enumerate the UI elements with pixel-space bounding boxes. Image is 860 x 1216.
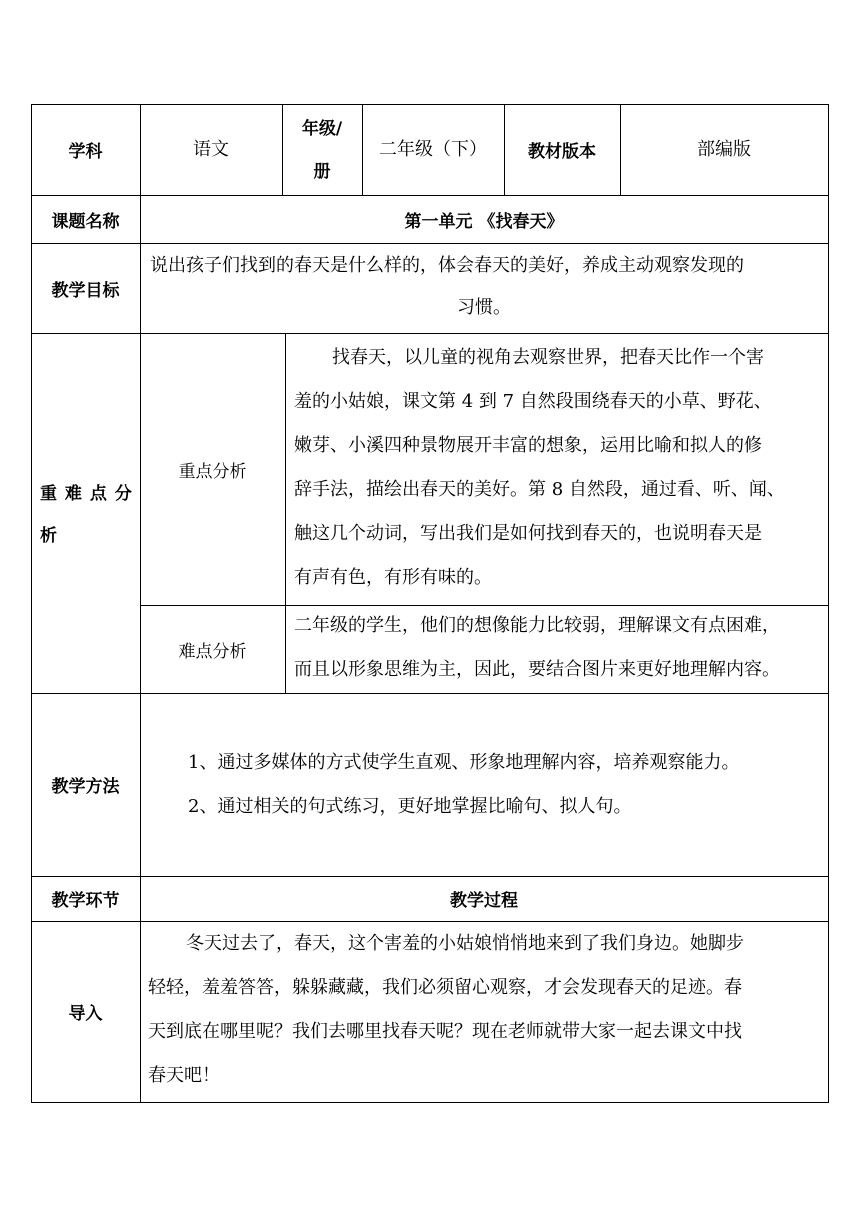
stage-label: 教学环节 <box>51 891 120 911</box>
analysis-label-line1: 重 难 点 分 <box>40 484 133 504</box>
goal-line: 习惯。 <box>457 297 511 318</box>
grade-label-line2: 册 <box>313 162 331 182</box>
intro-line: 轻轻，羞羞答答，躲躲藏藏，我们必须留心观察，才会发现春天的足迹。春 <box>148 977 742 998</box>
key-line: 有声有色，有形有味的。 <box>294 567 492 588</box>
key-line: 触这几个动词，写出我们是如何找到春天的，也说明春天是 <box>294 523 762 544</box>
edition-label: 教材版本 <box>528 142 596 162</box>
intro-label: 导入 <box>68 1004 103 1024</box>
topic-label: 课题名称 <box>51 211 120 232</box>
subject-label: 学科 <box>68 142 103 162</box>
key-line: 嫩芽、小溪四种景物展开丰富的想象，运用比喻和拟人的修 <box>294 435 762 456</box>
intro-line: 春天吧！ <box>148 1065 220 1086</box>
intro-line: 冬天过去了，春天，这个害羞的小姑娘悄悄地来到了我们身边。她脚步 <box>186 933 744 954</box>
difficulty-label: 难点分析 <box>178 641 247 662</box>
difficulty-line: 二年级的学生，他们的想像能力比较弱，理解课文有点困难， <box>294 615 780 636</box>
goal-label: 教学目标 <box>51 280 120 301</box>
analysis-label-line2: 析 <box>40 526 57 546</box>
method-line: 1、通过多媒体的方式使学生直观、形象地理解内容，培养观察能力。 <box>188 752 740 773</box>
intro-line: 天到底在哪里呢？我们去哪里找春天呢？现在老师就带大家一起去课文中找 <box>148 1021 742 1042</box>
difficulty-line: 而且以形象思维为主，因此，要结合图片来更好地理解内容。 <box>294 659 780 680</box>
method-label: 教学方法 <box>51 777 120 797</box>
key-line: 辞手法，描绘出春天的美好。第 8 自然段，通过看、听、闻、 <box>294 479 785 500</box>
process-label: 教学过程 <box>450 891 518 911</box>
key-line: 羞的小姑娘，课文第 4 到 7 自然段围绕春天的小草、野花、 <box>294 391 772 412</box>
goal-line: 说出孩子们找到的春天是什么样的，体会春天的美好，养成主动观察发现的 <box>150 255 744 276</box>
table-border-right <box>828 104 829 1103</box>
table-rule <box>31 243 829 244</box>
subject-value: 语文 <box>193 138 229 160</box>
table-rule <box>285 333 286 694</box>
key-line: 找春天，以儿童的视角去观察世界，把春天比作一个害 <box>332 347 764 368</box>
table-rule <box>31 693 829 694</box>
table-border-bottom <box>31 1102 829 1103</box>
grade-value: 二年级（下） <box>379 138 487 160</box>
grade-label-line1: 年级/ <box>301 119 343 139</box>
table-rule <box>31 921 829 922</box>
edition-value: 部编版 <box>697 138 751 160</box>
method-line: 2、通过相关的句式练习，更好地掌握比喻句、拟人句。 <box>188 796 632 817</box>
key-label: 重点分析 <box>178 461 247 482</box>
topic-value: 第一单元 《找春天》 <box>404 211 564 232</box>
